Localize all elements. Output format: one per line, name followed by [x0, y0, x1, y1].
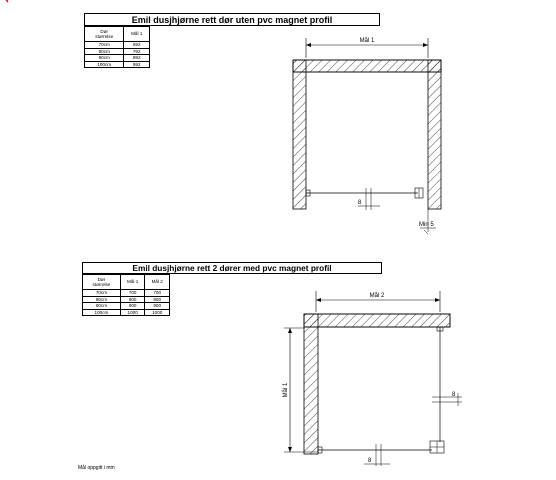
diagram2-gap-right-label: 8	[452, 392, 456, 398]
diagram2-table-cell: 90cm	[83, 303, 121, 310]
diagram1-table-header-cell: Mål 1	[124, 27, 150, 42]
diagram2-table-header-cell: Mål 2	[145, 275, 170, 290]
diagram2-table-cell: 70cm	[83, 290, 121, 297]
diagram1-table-header-cell: Dør størrelse	[85, 27, 124, 42]
diagram2-table-cell: 100cm	[83, 309, 121, 316]
diagram2-table-header-cell: Mål 1	[120, 275, 145, 290]
diagram2-table-cell: 700	[120, 290, 145, 297]
diagram2-doors	[318, 327, 444, 453]
diagram1-gap-label: 8	[358, 200, 362, 206]
diagram1-table-cell: 70cm	[85, 42, 124, 49]
diagram2-table-cell: 900	[120, 303, 145, 310]
diagram2-title: Emil dusjhjørne rett 2 dører med pvc magnet profil	[82, 262, 382, 274]
diagram2-gap-bottom-label: 8	[368, 458, 372, 464]
diagram2-gap-right-marker	[432, 393, 462, 406]
diagram1-table-cell: 992	[124, 61, 150, 68]
diagram2-table-cell: 1000	[145, 309, 170, 316]
diagram1-title: Emil dusjhjørne rett dør uten pvc magnet profil	[84, 13, 380, 26]
diagram2-dimension-left-label: Mål 1	[283, 382, 289, 398]
diagram2-table-cell: 900	[145, 303, 170, 310]
diagram2-table-cell: 700	[145, 290, 170, 297]
diagram2-table-cell: 800	[120, 296, 145, 303]
diagram1-dimension-label: Mål 1	[359, 38, 375, 44]
diagram2-table-cell: 800	[145, 296, 170, 303]
diagram1-table-cell: 892	[124, 55, 150, 62]
footnote: Mål oppgitt i mm	[78, 465, 115, 471]
diagram2-table-header-cell: Dør størrelse	[83, 275, 121, 290]
diagram1-table-cell: 90cm	[85, 55, 124, 62]
diagram1-table-cell: 80cm	[85, 48, 124, 55]
diagram2-dimension-top-label: Mål 2	[369, 293, 385, 299]
diagram2-table-cell: 1000	[120, 309, 145, 316]
diagram2-table-cell: 80cm	[83, 296, 121, 303]
diagram1-table-cell: 100cm	[85, 61, 124, 68]
diagram1-table-cell: 692	[124, 42, 150, 49]
diagram1-min-label: Min 5	[419, 222, 434, 228]
diagram1-table-cell: 792	[124, 48, 150, 55]
diagram2-walls	[304, 314, 450, 454]
